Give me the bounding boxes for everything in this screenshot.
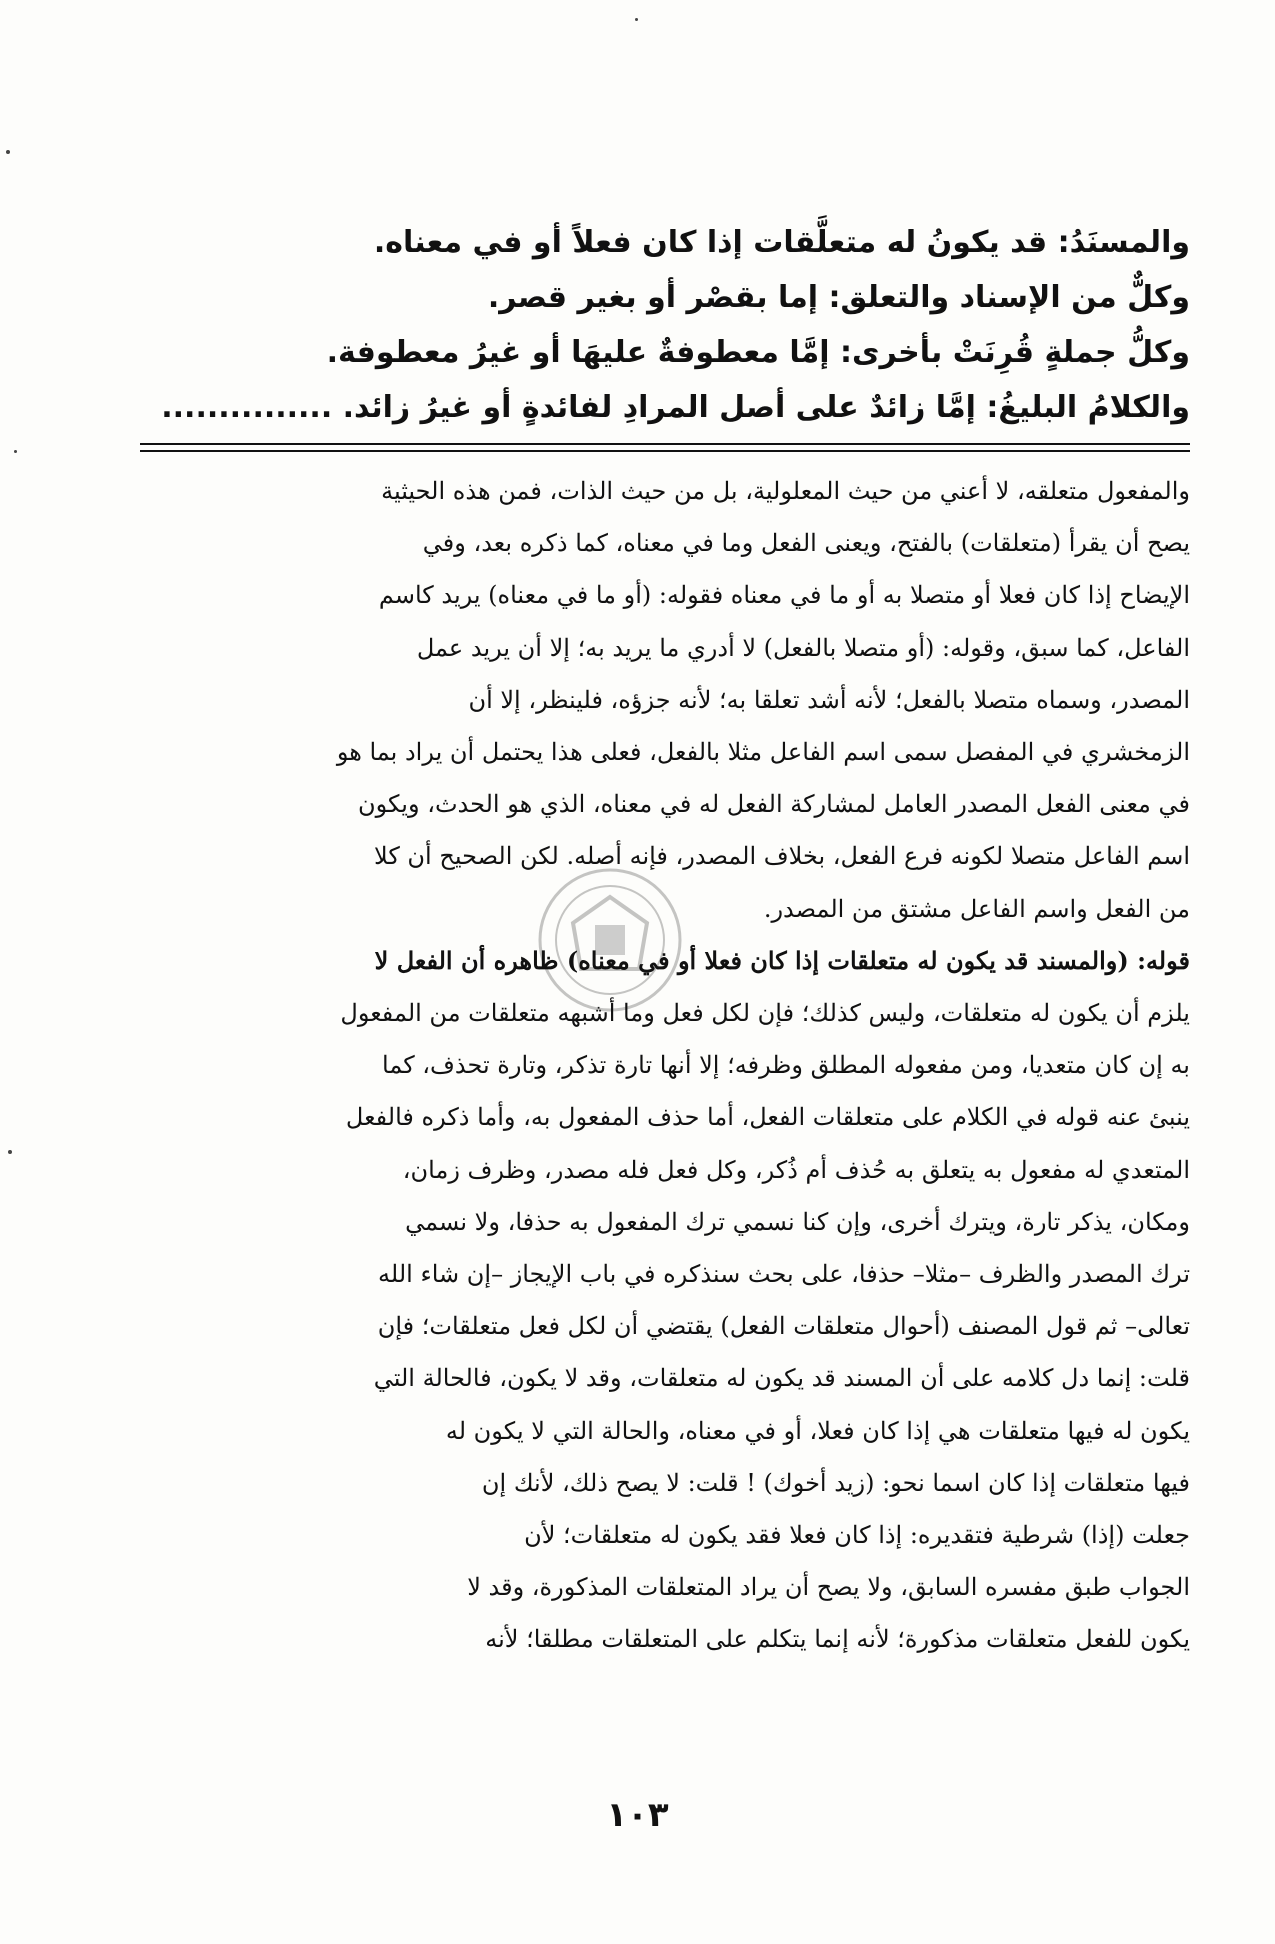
matn-verses: [140, 215, 1190, 435]
commentary-line: المصدر، وسماه متصلا بالفعل؛ لأنه أشد تعلقا به؛ لأنه جزؤه، فلينظر، إلا أن: [468, 685, 1190, 714]
verse-line: وكلُّ جملةٍ قُرِنَتْ بأخرى: إمَّا معطوفةٌ عليهَا أو غيرُ معطوفة.: [326, 335, 1190, 370]
commentary-line: قوله: (والمسند قد يكون له متعلقات إذا كان فعلا أو في معناه) ظاهره أن الفعل لا: [374, 945, 1190, 975]
scan-speck: [14, 450, 17, 453]
commentary-line: ومكان، يذكر تارة، ويترك أخرى، وإن كنا نسمي ترك المفعول به حذفا، ولا نسمي: [405, 1207, 1190, 1236]
commentary-line: به إن كان متعديا، ومن مفعوله المطلق وظرفه؛ إلا أنها تارة تذكر، وتارة تحذف، كما: [382, 1051, 1190, 1080]
scan-speck: [8, 1150, 12, 1154]
commentary-line: ترك المصدر والظرف –مثلا– حذفا، على بحث سنذكره في باب الإيجاز –إن شاء الله: [378, 1260, 1190, 1289]
commentary-line: الجواب طبق مفسره السابق، ولا يصح أن يراد المتعلقات المذكورة، وقد لا: [467, 1573, 1190, 1602]
commentary-line: تعالى– ثم قول المصنف (أحوال متعلقات الفعل) يقتضي أن لكل فعل متعلقات؛ فإن: [377, 1312, 1190, 1341]
scan-speck: [6, 150, 10, 154]
commentary-line: فيها متعلقات إذا كان اسما نحو: (زيد أخوك) ! قلت: لا يصح ذلك، لأنك إن: [481, 1468, 1190, 1497]
commentary-line: يكون له فيها متعلقات هي إذا كان فعلا، أو في معناه، والحالة التي لا يكون له: [445, 1416, 1190, 1445]
commentary-line: المتعدي له مفعول به يتعلق به حُذف أم ذُكر، وكل فعل فله مصدر، وظرف زمان،: [402, 1155, 1190, 1184]
section-divider: [140, 443, 1190, 445]
commentary-line: يكون للفعل متعلقات مذكورة؛ لأنه إنما يتكلم على المتعلقات مطلقا؛ لأنه: [485, 1625, 1190, 1654]
scan-speck: [635, 18, 638, 21]
section-divider: [140, 450, 1190, 452]
commentary-line: في معنى الفعل المصدر العامل لمشاركة الفعل له في معناه، الذي هو الحدث، ويكون: [358, 790, 1190, 819]
commentary-line: اسم الفاعل متصلا لكونه فرع الفعل، بخلاف المصدر، فإنه أصله. لكن الصحيح أن كلا: [374, 842, 1190, 871]
commentary-line: والمفعول متعلقه، لا أعني من حيث المعلولية، بل من حيث الذات، فمن هذه الحيثية: [381, 477, 1190, 505]
commentary-line: ينبئ عنه قوله في الكلام على متعلقات الفعل، أما حذف المفعول به، وأما ذكره فالفعل: [345, 1103, 1190, 1132]
commentary-text: [140, 465, 1190, 1666]
verse-line: والمسنَدُ: قد يكونُ له متعلَّقات إذا كان فعلاً أو في معناه.: [373, 225, 1190, 260]
verse-line: وكلٌّ من الإسناد والتعلق: إما بقصْر أو بغير قصر.: [487, 280, 1190, 315]
page-number: ١٠٣: [606, 1795, 669, 1835]
commentary-line: قلت: إنما دل كلامه على أن المسند قد يكون له متعلقات، وقد لا يكون، فالحالة التي: [373, 1364, 1190, 1393]
commentary-line: يلزم أن يكون له متعلقات، وليس كذلك؛ فإن لكل فعل وما أشبهه متعلقات من المفعول: [340, 999, 1190, 1028]
commentary-line: جعلت (إذا) شرطية فتقديره: إذا كان فعلا فقد يكون له متعلقات؛ لأن: [524, 1521, 1190, 1550]
commentary-line: الإيضاح إذا كان فعلا أو متصلا به أو ما في معناه فقوله: (أو ما في معناه) يريد كاسم: [378, 581, 1190, 610]
commentary-line: من الفعل واسم الفاعل مشتق من المصدر.: [763, 894, 1190, 923]
commentary-line: يصح أن يقرأ (متعلقات) بالفتح، ويعنى الفعل وما في معناه، كما ذكره بعد، وفي: [422, 529, 1190, 558]
commentary-line: الفاعل، كما سبق، وقوله: (أو متصلا بالفعل) لا أدري ما يريد به؛ إلا أن يريد عمل: [416, 633, 1190, 662]
verse-line: والكلامُ البليغُ: إمَّا زائدٌ على أصل المرادِ لفائدةٍ أو غيرُ زائد. ...............: [161, 390, 1190, 425]
commentary-line: الزمخشري في المفصل سمى اسم الفاعل مثلا بالفعل، فعلى هذا يحتمل أن يراد بما هو: [336, 738, 1190, 767]
